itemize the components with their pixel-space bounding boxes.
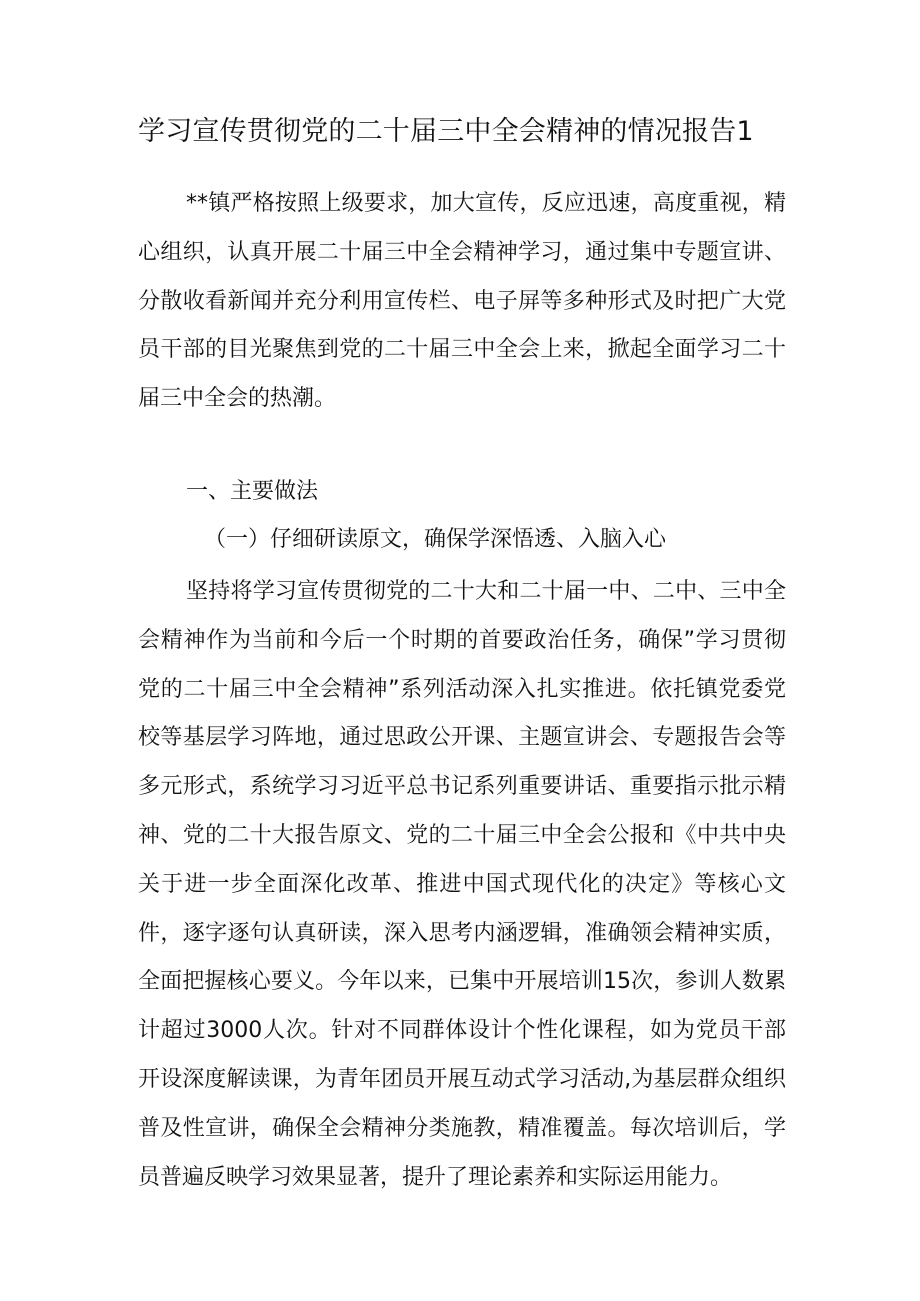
body-paragraph: 坚持将学习宣传贯彻党的二十大和二十届一中、二中、三中全会精神作为当前和今后一个时期的首要政治任务，确保”学习贯彻党的二十届三中全会精神”系列活动深入扎实推进。依托镇党委党校等基层学习阵地，通过思政公开课、主题宣讲会、专题报告会等多元形式，系统学习习近平总书记系列重要讲话、重要指示批示精神、党的二十大报告原文、党的二十届三中全会公报和《中共中央关于进一步全面深化改革、推进中国式现代化的决定》等核心文件，逐字逐句认真研读，深入思考内涵逻辑，准确领会精神实质，全面把握核心要义。今年以来，已集中开展培训15次，参训人数累计超过3000人次。针对不同群体设计个性化课程，如为党员干部开设深度解读课，为青年团员开展互动式学习活动,为基层群众组织普及性宣讲，确保全会精神分类施教，精准覆盖。每次培训后，学员普遍反映学习效果显著，提升了理论素养和实际运用能力。 (138, 579, 786, 1190)
document-title: 学习宣传贯彻党的二十届三中全会精神的情况报告1 (138, 116, 754, 147)
section-heading: 一、主要做法 (186, 479, 319, 504)
intro-paragraph: **镇严格按照上级要求，加大宣传，反应迅速，高度重视，精心组织，认真开展二十届三中全会精神学习，通过集中专题宣讲、分散收看新闻并充分利用宣传栏、电子屏等多种形式及时把广大党员干部的目光聚焦到党的二十届三中全会上来，掀起全面学习二十届三中全会的热潮。 (138, 191, 786, 412)
subsection-heading: （一）仔细研读原文，确保学深悟透、入脑入心 (204, 527, 667, 552)
